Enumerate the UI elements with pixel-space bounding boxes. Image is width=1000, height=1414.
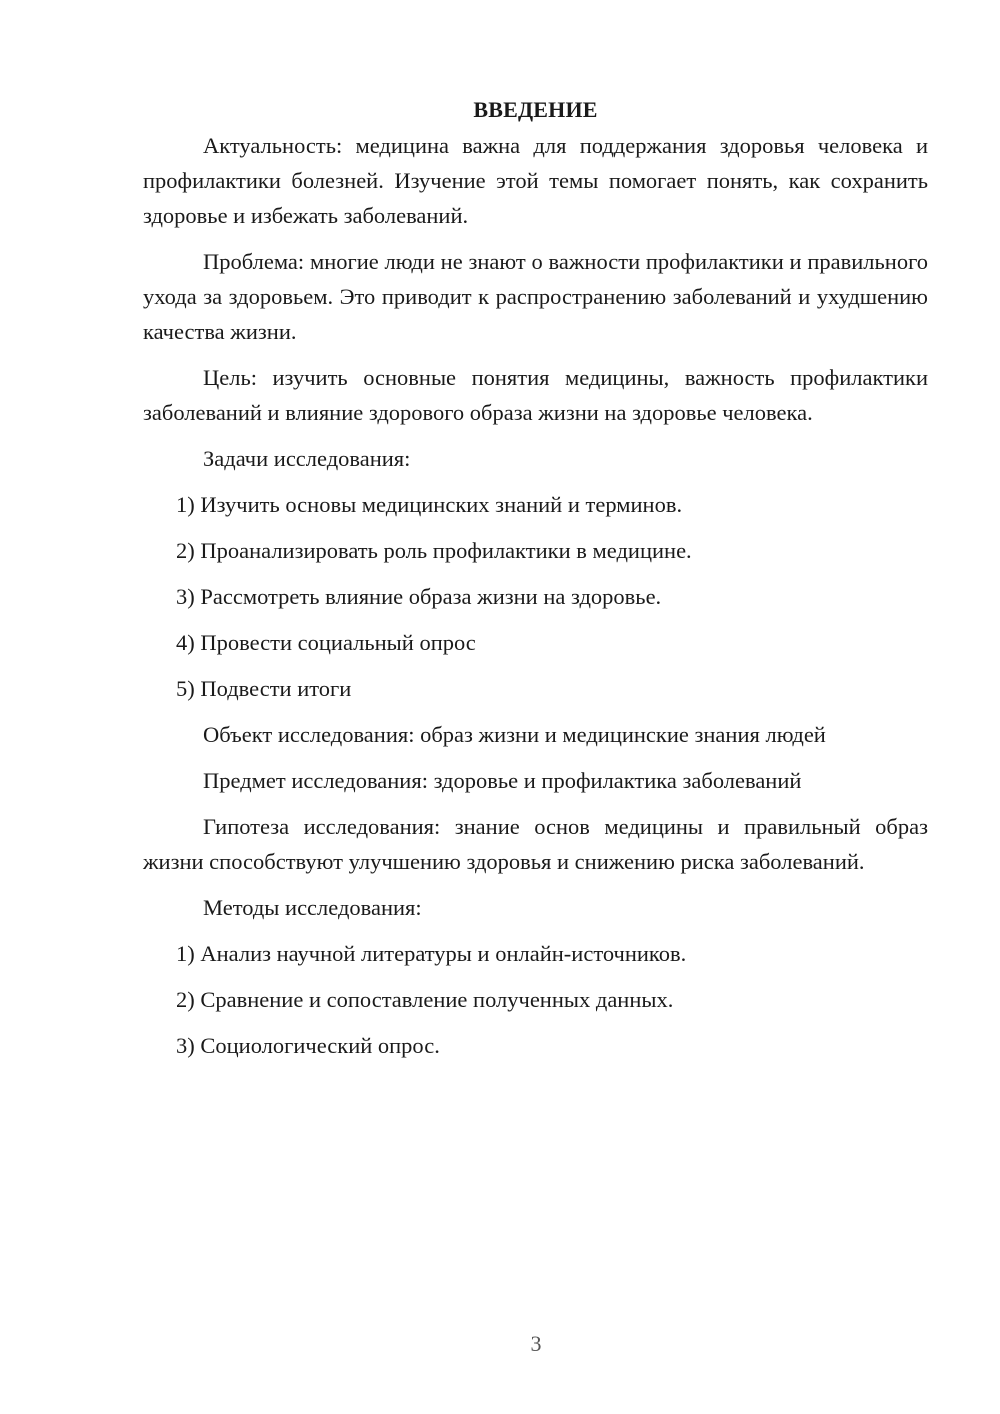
task-item: 4) Провести социальный опрос [176, 630, 476, 655]
page-content [143, 92, 928, 1074]
relevance-paragraph: Актуальность: медицина важна для поддержания здоровья человека и профилактики болезней. Изучение этой темы помогает понять, как сохранить здоровье и избежать заболеваний. [143, 133, 928, 228]
method-item: 2) Сравнение и сопоставление полученных данных. [176, 987, 674, 1012]
task-item: 1) Изучить основы медицинских знаний и терминов. [176, 492, 683, 517]
tasks-heading: Задачи исследования: [203, 446, 411, 471]
methods-heading: Методы исследования: [203, 895, 422, 920]
section-title: ВВЕДЕНИЕ [473, 97, 598, 122]
goal-paragraph: Цель: изучить основные понятия медицины, важность профилактики заболеваний и влияние здорового образа жизни на здоровье человека. [143, 365, 928, 425]
problem-paragraph: Проблема: многие люди не знают о важности профилактики и правильного ухода за здоровьем. Это приводит к распространению заболеваний и ухудшению качества жизни. [143, 249, 928, 344]
hypothesis-paragraph: Гипотеза исследования: знание основ медицины и правильный образ жизни способствуют улучшению здоровья и снижению риска заболеваний. [143, 814, 928, 874]
object-paragraph: Объект исследования: образ жизни и медицинские знания людей [203, 722, 826, 747]
subject-paragraph: Предмет исследования: здоровье и профилактика заболеваний [203, 768, 802, 793]
method-item: 3) Социологический опрос. [176, 1033, 440, 1058]
task-item: 5) Подвести итоги [176, 676, 352, 701]
task-item: 2) Проанализировать роль профилактики в медицине. [176, 538, 692, 563]
page-number: 3 [530, 1331, 542, 1356]
task-item: 3) Рассмотреть влияние образа жизни на здоровье. [176, 584, 662, 609]
method-item: 1) Анализ научной литературы и онлайн-источников. [176, 941, 687, 966]
